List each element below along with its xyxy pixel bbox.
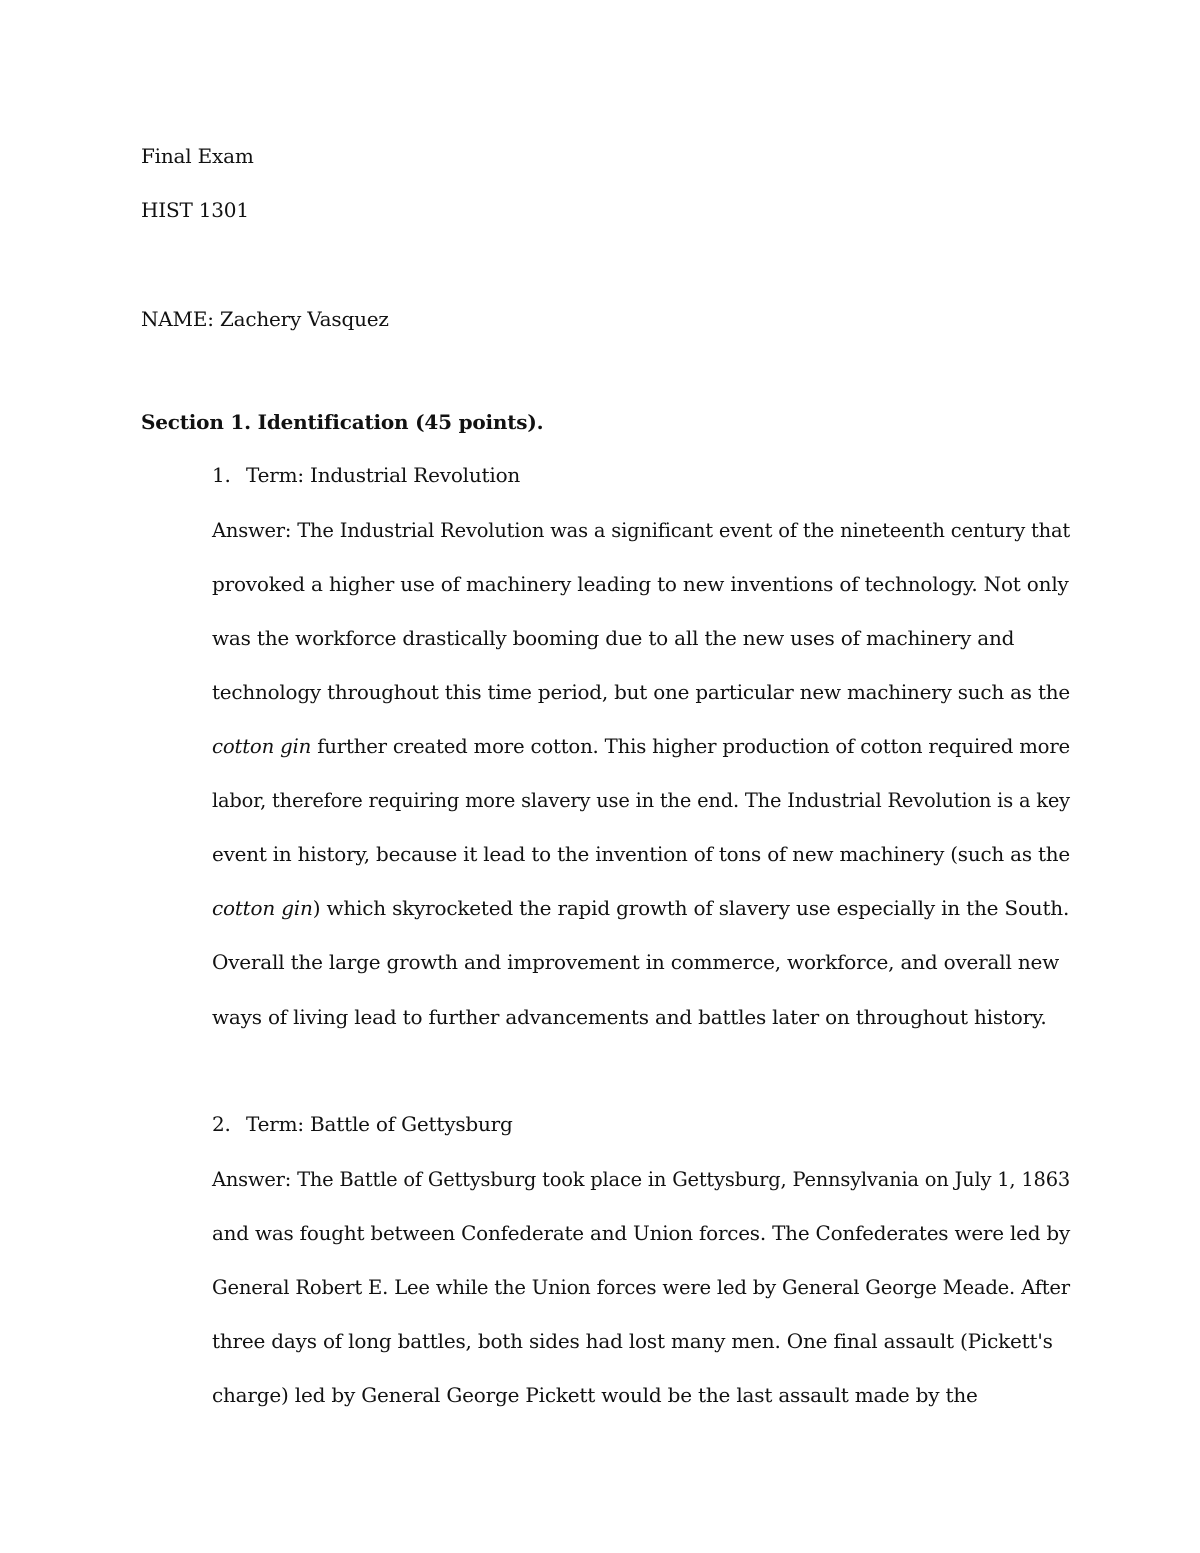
- answer-2-line: three days of long battles, both sides had lost many men. One final assault (Pickett's: [212, 1329, 1053, 1353]
- answer-1-line: ways of living lead to further advancements and battles later on throughout history.: [212, 1005, 1047, 1029]
- answer-1-line: Overall the large growth and improvement in commerce, workforce, and overall new: [212, 950, 1060, 974]
- italic-term: cotton gin: [212, 734, 312, 758]
- course-code: HIST 1301: [141, 198, 249, 222]
- answer-1-line: [212, 895, 1069, 921]
- course-title: Final Exam: [141, 144, 254, 168]
- answer-2-line: charge) led by General George Pickett would be the last assault made by the: [212, 1383, 978, 1407]
- term-label: Term: Battle of Gettysburg: [246, 1112, 513, 1136]
- answer-1-line: labor, therefore requiring more slavery use in the end. The Industrial Revolution is a key: [212, 788, 1070, 812]
- answer-1-line: [212, 733, 1070, 759]
- term-number: 1.: [212, 463, 231, 487]
- term-number: 2.: [212, 1112, 231, 1136]
- answer-2-line: Answer: The Battle of Gettysburg took place in Gettysburg, Pennsylvania on July 1, 1863: [212, 1167, 1071, 1191]
- answer-1-line: was the workforce drastically booming due to all the new uses of machinery and: [212, 626, 1015, 650]
- answer-1-line: event in history, because it lead to the invention of tons of new machinery (such as the: [212, 842, 1070, 866]
- answer-1-line: technology throughout this time period, but one particular new machinery such as the: [212, 680, 1070, 704]
- term-label: Term: Industrial Revolution: [246, 463, 521, 487]
- term-1: [212, 462, 520, 488]
- answer-2-line: and was fought between Confederate and Union forces. The Confederates were led by: [212, 1221, 1071, 1245]
- term-2: [212, 1111, 513, 1137]
- answer-1-line: Answer: The Industrial Revolution was a significant event of the nineteenth century that: [212, 518, 1071, 542]
- line-text: further created more cotton. This higher production of cotton required more: [311, 734, 1071, 758]
- italic-term: cotton gin: [212, 896, 313, 920]
- section-heading: Section 1. Identification (45 points).: [141, 410, 544, 434]
- answer-1-line: provoked a higher use of machinery leading to new inventions of technology. Not only: [212, 572, 1069, 596]
- line-text: ) which skyrocketed the rapid growth of slavery use especially in the South.: [312, 896, 1070, 920]
- student-name: NAME: Zachery Vasquez: [141, 307, 389, 331]
- answer-2-line: General Robert E. Lee while the Union forces were led by General George Meade. After: [212, 1275, 1070, 1299]
